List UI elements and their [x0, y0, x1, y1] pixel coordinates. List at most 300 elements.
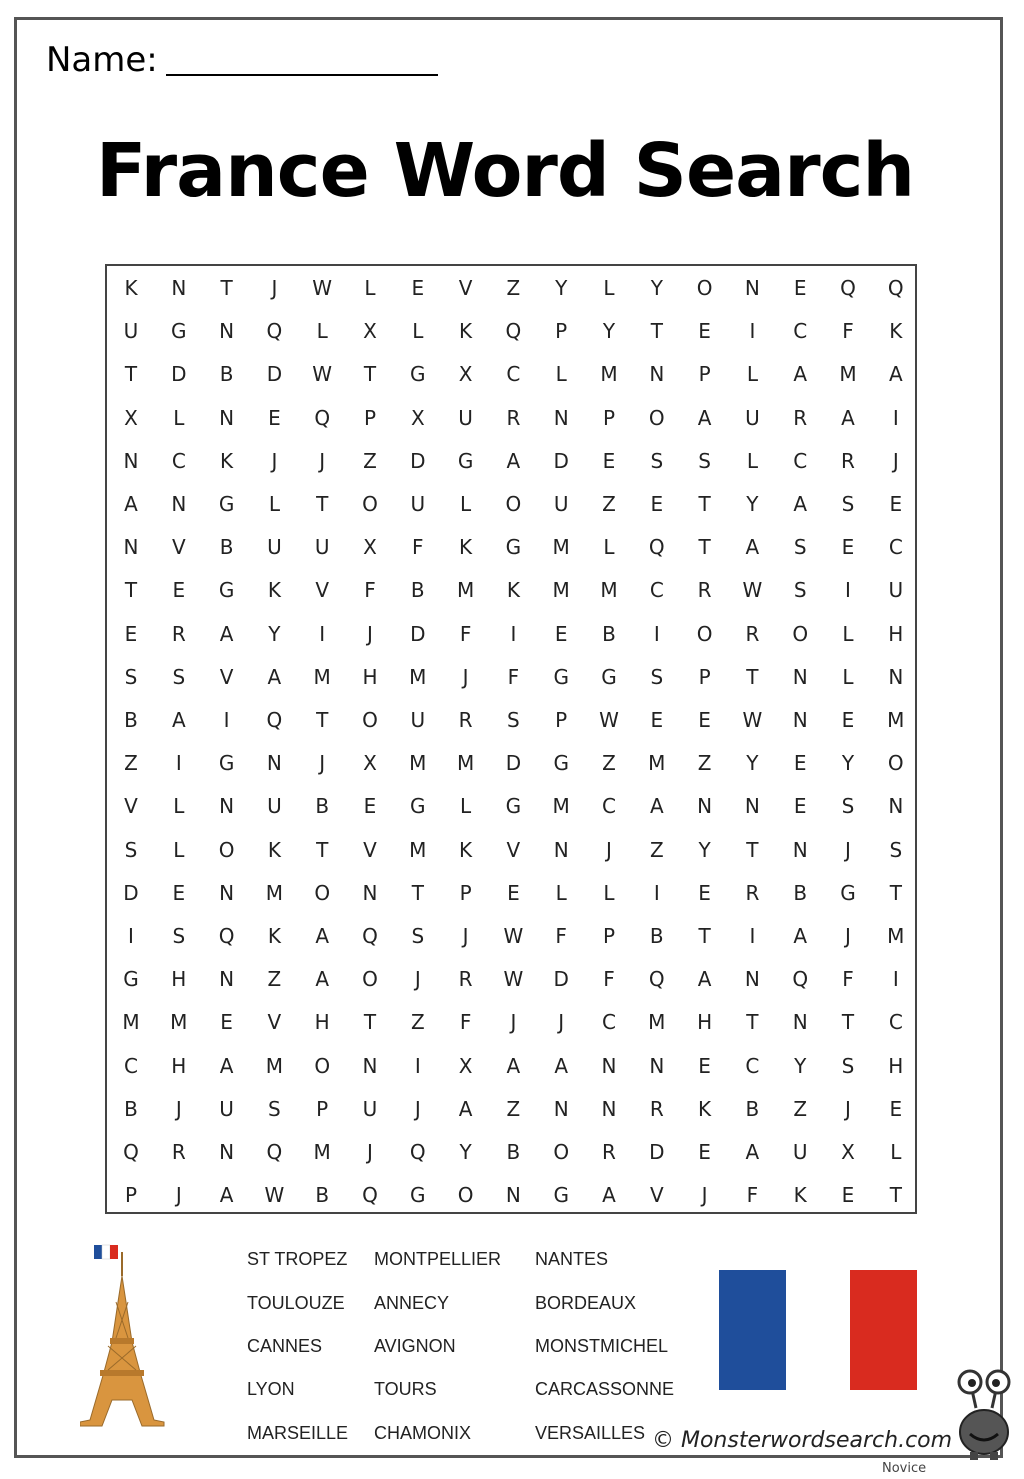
- grid-cell: J: [892, 448, 899, 473]
- grid-cell: F: [842, 319, 854, 344]
- name-line: [166, 74, 438, 76]
- grid-cell: N: [601, 1096, 617, 1121]
- grid-cell: Q: [218, 924, 235, 948]
- grid-cell: D: [123, 880, 139, 905]
- grid-cell: N: [888, 794, 904, 819]
- grid-cell: N: [362, 1053, 378, 1078]
- word-item: TOULOUZE: [247, 1293, 345, 1313]
- grid-cell: L: [173, 794, 185, 819]
- grid-cell: D: [505, 751, 522, 776]
- grid-cell: C: [124, 1053, 138, 1078]
- grid-cell: B: [124, 708, 138, 732]
- grid-cell: J: [319, 448, 326, 473]
- grid-cell: G: [505, 535, 522, 560]
- grid-cell: O: [696, 621, 713, 646]
- grid-cell: N: [792, 837, 808, 862]
- grid-cell: O: [505, 492, 522, 516]
- grid-cell: S: [793, 578, 807, 603]
- grid-cell: Y: [841, 751, 855, 776]
- grid-cell: U: [745, 405, 760, 430]
- grid-cell: A: [602, 1183, 616, 1208]
- grid-cell: T: [363, 362, 377, 387]
- eiffel-tower-icon: [80, 1242, 170, 1432]
- grid-cell: S: [841, 794, 855, 819]
- grid-cell: K: [793, 1183, 807, 1208]
- grid-cell: Q: [840, 276, 856, 300]
- word-item: NANTES: [535, 1249, 609, 1269]
- grid-cell: E: [841, 708, 855, 732]
- grid-cell: Z: [124, 751, 138, 776]
- grid-cell: N: [792, 1010, 808, 1035]
- grid-cell: T: [889, 880, 902, 905]
- grid-cell: E: [698, 319, 711, 344]
- grid-cell: J: [271, 448, 278, 473]
- grid-cell: S: [698, 448, 711, 473]
- grid-cell: G: [218, 578, 235, 603]
- grid-cell: K: [267, 578, 281, 603]
- grid-cell: N: [553, 405, 569, 430]
- grid-cell: O: [887, 751, 904, 776]
- grid-cell: J: [606, 837, 612, 862]
- grid-cell: E: [889, 492, 903, 516]
- grid-cell: V: [219, 664, 234, 689]
- name-label: Name:: [46, 40, 158, 80]
- grid-cell: B: [649, 924, 664, 948]
- grid-cell: L: [173, 405, 185, 430]
- grid-cell: Z: [267, 967, 282, 992]
- grid-cell: D: [410, 448, 426, 473]
- word-item: MONSTMICHEL: [535, 1336, 669, 1356]
- grid-cell: H: [888, 621, 904, 646]
- grid-cell: A: [793, 492, 808, 516]
- grid-cell: J: [414, 967, 421, 992]
- grid-cell: N: [219, 1140, 235, 1164]
- grid-cell: M: [265, 1053, 284, 1078]
- grid-cell: P: [459, 880, 472, 905]
- grid-cell: X: [841, 1140, 855, 1164]
- grid-cell: G: [553, 751, 569, 776]
- grid-cell: Z: [649, 837, 664, 862]
- grid-cell: R: [697, 578, 712, 603]
- grid-cell: L: [412, 319, 424, 344]
- grid-cell: C: [602, 1010, 616, 1035]
- grid-cell: C: [793, 448, 808, 473]
- grid-cell: J: [414, 1096, 421, 1121]
- grid-cell: Q: [362, 924, 378, 948]
- grid-cell: U: [792, 1140, 808, 1164]
- grid-cell: H: [171, 1053, 187, 1078]
- grid-cell: F: [364, 578, 376, 603]
- grid-cell: E: [363, 794, 377, 819]
- grid-cell: V: [171, 535, 186, 560]
- grid-cell: H: [171, 967, 187, 992]
- grid-cell: R: [745, 880, 760, 905]
- grid-cell: O: [696, 276, 713, 300]
- grid-cell: T: [841, 1010, 855, 1035]
- word-item: CARCASSONNE: [535, 1379, 675, 1399]
- grid-cell: K: [459, 319, 473, 344]
- grid-cell: S: [124, 837, 138, 862]
- grid-cell: Q: [505, 319, 522, 344]
- grid-cell: R: [793, 405, 808, 430]
- grid-cell: Y: [794, 1053, 807, 1078]
- grid-cell: U: [410, 492, 426, 516]
- word-item: AVIGNON: [374, 1336, 456, 1356]
- grid-cell: E: [698, 1140, 711, 1164]
- grid-cell: W: [264, 1183, 285, 1208]
- grid-cell: N: [649, 1053, 665, 1078]
- grid-cell: M: [409, 664, 427, 689]
- grid-cell: S: [650, 664, 664, 689]
- level-label: Novice: [882, 1461, 927, 1476]
- grid-cell: J: [845, 837, 851, 862]
- grid-cell: G: [505, 794, 522, 819]
- grid-cell: X: [363, 319, 377, 344]
- grid-cell: V: [315, 578, 330, 603]
- grid-cell: E: [411, 276, 425, 300]
- grid-cell: F: [412, 535, 424, 560]
- grid-cell: R: [745, 621, 760, 646]
- grid-cell: A: [267, 664, 282, 689]
- grid-cell: U: [314, 535, 330, 560]
- grid-cell: V: [458, 276, 473, 300]
- grid-cell: T: [316, 837, 329, 862]
- grid-cell: Y: [698, 837, 711, 862]
- grid-cell: D: [553, 448, 569, 473]
- grid-cell: E: [124, 621, 138, 646]
- grid-cell: M: [122, 1010, 140, 1035]
- grid-cell: G: [410, 1183, 426, 1208]
- grid-cell: N: [171, 492, 187, 516]
- grid-cell: A: [219, 1183, 234, 1208]
- grid-cell: A: [554, 1053, 569, 1078]
- grid-cell: N: [744, 276, 760, 300]
- grid-cell: K: [267, 924, 281, 948]
- grid-cell: U: [267, 794, 282, 819]
- grid-cell: M: [887, 708, 905, 732]
- grid-cell: N: [744, 794, 760, 819]
- grid-cell: Z: [793, 1096, 808, 1121]
- grid-cell: R: [602, 1140, 616, 1164]
- grid-cell: M: [600, 578, 618, 603]
- grid-cell: T: [698, 492, 711, 516]
- grid-cell: U: [410, 708, 426, 732]
- grid-cell: I: [892, 405, 899, 430]
- grid-cell: B: [602, 621, 616, 646]
- grid-cell: I: [845, 578, 851, 603]
- grid-cell: H: [362, 664, 378, 689]
- grid-cell: H: [697, 1010, 713, 1035]
- grid-cell: A: [315, 924, 330, 948]
- grid-cell: L: [842, 664, 854, 689]
- grid-cell: U: [362, 1096, 378, 1121]
- grid-cell: K: [698, 1096, 712, 1121]
- grid-cell: L: [603, 880, 615, 905]
- grid-cell: E: [172, 578, 186, 603]
- grid-cell: J: [510, 1010, 517, 1035]
- grid-cell: T: [746, 664, 759, 689]
- grid-cell: Y: [746, 492, 759, 516]
- grid-cell: O: [218, 837, 235, 862]
- grid-cell: S: [889, 837, 903, 862]
- grid-cell: R: [841, 448, 855, 473]
- grid-cell: N: [888, 664, 904, 689]
- page-title: France Word Search: [95, 128, 915, 214]
- grid-cell: B: [124, 1096, 138, 1121]
- grid-cell: O: [314, 880, 331, 905]
- grid-cell: C: [888, 535, 903, 560]
- grid-cell: V: [124, 794, 138, 819]
- grid-cell: Y: [602, 319, 616, 344]
- grid-cell: E: [220, 1010, 233, 1035]
- grid-cell: T: [316, 708, 329, 732]
- grid-cell: E: [793, 751, 807, 776]
- grid-cell: N: [123, 448, 139, 473]
- grid-cell: M: [456, 578, 475, 603]
- grid-cell: P: [602, 405, 616, 430]
- grid-cell: S: [650, 448, 664, 473]
- grid-cell: S: [411, 924, 425, 948]
- grid-cell: E: [841, 535, 855, 560]
- grid-cell: P: [363, 405, 377, 430]
- grid-cell: A: [219, 1053, 234, 1078]
- grid-cell: B: [219, 535, 234, 560]
- grid-cell: E: [650, 492, 664, 516]
- grid-cell: N: [362, 880, 378, 905]
- grid-cell: U: [219, 1096, 234, 1121]
- grid-cell: F: [507, 664, 520, 689]
- grid-cell: I: [653, 880, 660, 905]
- grid-cell: S: [172, 924, 186, 948]
- grid-cell: T: [124, 578, 138, 603]
- grid-cell: N: [553, 1096, 569, 1121]
- grid-cell: S: [793, 535, 807, 560]
- grid-cell: J: [175, 1183, 182, 1208]
- word-item: LYON: [247, 1379, 295, 1399]
- grid-cell: L: [460, 794, 472, 819]
- grid-cell: O: [792, 621, 809, 646]
- word-item: CHAMONIX: [374, 1423, 472, 1443]
- grid-cell: Q: [792, 967, 809, 992]
- grid-cell: I: [510, 621, 517, 646]
- grid-cell: H: [888, 1053, 904, 1078]
- grid-cell: Y: [268, 621, 281, 646]
- french-flag-icon: [719, 1270, 786, 1390]
- grid-cell: Q: [648, 535, 665, 560]
- grid-cell: E: [793, 276, 807, 300]
- grid-cell: P: [698, 362, 711, 387]
- word-item: MONTPELLIER: [374, 1249, 502, 1269]
- monster-mascot-icon: [952, 1368, 1016, 1460]
- grid-cell: M: [313, 664, 331, 689]
- grid-cell: T: [698, 924, 711, 948]
- grid-cell: Q: [887, 276, 904, 300]
- grid-cell: I: [892, 967, 899, 992]
- grid-cell: Q: [266, 708, 283, 732]
- grid-cell: I: [223, 708, 230, 732]
- grid-cell: N: [505, 1183, 521, 1208]
- grid-cell: L: [555, 880, 567, 905]
- grid-cell: A: [841, 405, 855, 430]
- grid-cell: K: [220, 448, 234, 473]
- grid-cell: P: [555, 319, 568, 344]
- grid-cell: I: [319, 621, 326, 646]
- grid-cell: E: [698, 880, 711, 905]
- grid-cell: M: [409, 837, 427, 862]
- grid-cell: Q: [362, 1183, 378, 1208]
- grid-cell: E: [650, 708, 664, 732]
- grid-cell: K: [506, 578, 520, 603]
- grid-cell: R: [458, 967, 473, 992]
- grid-cell: X: [363, 535, 377, 560]
- grid-cell: A: [506, 1053, 521, 1078]
- grid-cell: W: [503, 924, 524, 948]
- grid-cell: N: [123, 535, 139, 560]
- grid-cell: D: [266, 362, 283, 387]
- grid-cell: S: [268, 1096, 281, 1121]
- grid-cell: S: [841, 492, 855, 516]
- grid-cell: M: [409, 751, 427, 776]
- grid-cell: F: [555, 924, 567, 948]
- grid-cell: N: [792, 664, 808, 689]
- grid-cell: J: [462, 924, 469, 948]
- grid-cell: K: [459, 837, 473, 862]
- grid-cell: Q: [266, 319, 283, 344]
- grid-cell: P: [555, 708, 568, 732]
- grid-cell: F: [842, 967, 854, 992]
- grid-cell: T: [650, 319, 663, 344]
- grid-cell: M: [648, 1010, 666, 1035]
- grid-cell: T: [316, 492, 329, 516]
- grid-cell: E: [698, 708, 711, 732]
- grid-cell: L: [555, 362, 567, 387]
- grid-cell: L: [268, 492, 280, 516]
- grid-cell: G: [553, 664, 569, 689]
- grid-cell: W: [312, 362, 333, 387]
- grid-cell: J: [367, 1140, 373, 1164]
- grid-cell: O: [314, 1053, 331, 1078]
- grid-cell: U: [123, 319, 139, 344]
- grid-cell: J: [271, 276, 278, 300]
- grid-cell: E: [793, 794, 807, 819]
- grid-cell: Y: [650, 276, 663, 300]
- grid-cell: N: [697, 794, 713, 819]
- grid-cell: T: [746, 837, 759, 862]
- grid-cell: M: [265, 880, 284, 905]
- grid-cell: M: [456, 751, 475, 776]
- grid-cell: Z: [363, 448, 377, 473]
- word-item: ANNECY: [374, 1293, 450, 1313]
- grid-cell: Q: [648, 967, 665, 992]
- grid-cell: N: [553, 837, 569, 862]
- grid-cell: E: [507, 880, 520, 905]
- grid-cell: L: [890, 1140, 902, 1164]
- grid-cell: K: [124, 276, 138, 300]
- grid-cell: A: [745, 535, 760, 560]
- grid-cell: C: [745, 1053, 760, 1078]
- grid-cell: W: [599, 708, 619, 732]
- grid-cell: I: [414, 1053, 421, 1078]
- grid-cell: K: [889, 319, 903, 344]
- grid-cell: X: [124, 405, 138, 430]
- grid-cell: B: [745, 1096, 760, 1121]
- grid-cell: C: [171, 448, 186, 473]
- grid-cell: V: [267, 1010, 282, 1035]
- grid-cell: I: [653, 621, 660, 646]
- grid-cell: P: [124, 1183, 138, 1208]
- grid-cell: J: [701, 1183, 708, 1208]
- grid-cell: A: [793, 362, 808, 387]
- grid-cell: O: [362, 492, 378, 516]
- grid-cell: P: [602, 924, 616, 948]
- grid-cell: X: [458, 362, 473, 387]
- grid-cell: S: [841, 1053, 855, 1078]
- grid-cell: V: [649, 1183, 664, 1208]
- grid-cell: E: [889, 1096, 903, 1121]
- grid-cell: Z: [506, 1096, 521, 1121]
- grid-cell: L: [603, 276, 615, 300]
- grid-cell: N: [744, 967, 760, 992]
- grid-cell: M: [552, 578, 570, 603]
- grid-cell: E: [698, 1053, 711, 1078]
- grid-cell: V: [363, 837, 377, 862]
- grid-cell: U: [553, 492, 569, 516]
- grid-cell: R: [649, 1096, 664, 1121]
- grid-cell: G: [410, 794, 426, 819]
- grid-cell: A: [888, 362, 903, 387]
- grid-cell: N: [219, 794, 235, 819]
- grid-cell: J: [845, 1096, 851, 1121]
- grid-cell: A: [315, 967, 330, 992]
- grid-cell: U: [888, 578, 904, 603]
- grid-cell: T: [746, 1010, 759, 1035]
- grid-cell: E: [172, 880, 186, 905]
- word-item: CANNES: [247, 1336, 323, 1356]
- french-flag-red-stripe: [850, 1270, 917, 1390]
- grid-cell: C: [888, 1010, 903, 1035]
- grid-cell: G: [553, 1183, 569, 1208]
- grid-cell: A: [649, 794, 664, 819]
- grid-cell: N: [649, 362, 665, 387]
- grid-cell: J: [175, 1096, 182, 1121]
- grid-cell: B: [793, 880, 808, 905]
- grid-cell: J: [462, 664, 469, 689]
- grid-cell: H: [314, 1010, 330, 1035]
- grid-cell: R: [458, 708, 473, 732]
- grid-cell: I: [175, 751, 182, 776]
- grid-cell: E: [554, 621, 568, 646]
- grid-cell: J: [558, 1010, 565, 1035]
- grid-cell: M: [887, 924, 905, 948]
- grid-cell: P: [698, 664, 711, 689]
- grid-cell: J: [845, 924, 851, 948]
- grid-cell: J: [367, 621, 373, 646]
- grid-cell: N: [219, 880, 235, 905]
- grid-cell: E: [268, 405, 281, 430]
- grid-cell: L: [364, 276, 376, 300]
- grid-cell: Y: [459, 1140, 472, 1164]
- grid-cell: O: [362, 967, 378, 992]
- grid-cell: L: [603, 535, 615, 560]
- grid-cell: A: [793, 924, 808, 948]
- grid-cell: M: [170, 1010, 188, 1035]
- grid-cell: P: [316, 1096, 329, 1121]
- grid-cell: A: [506, 448, 521, 473]
- grid-cell: X: [410, 405, 425, 430]
- letter-grid: [105, 264, 917, 1214]
- grid-cell: L: [316, 319, 328, 344]
- grid-cell: O: [648, 405, 665, 430]
